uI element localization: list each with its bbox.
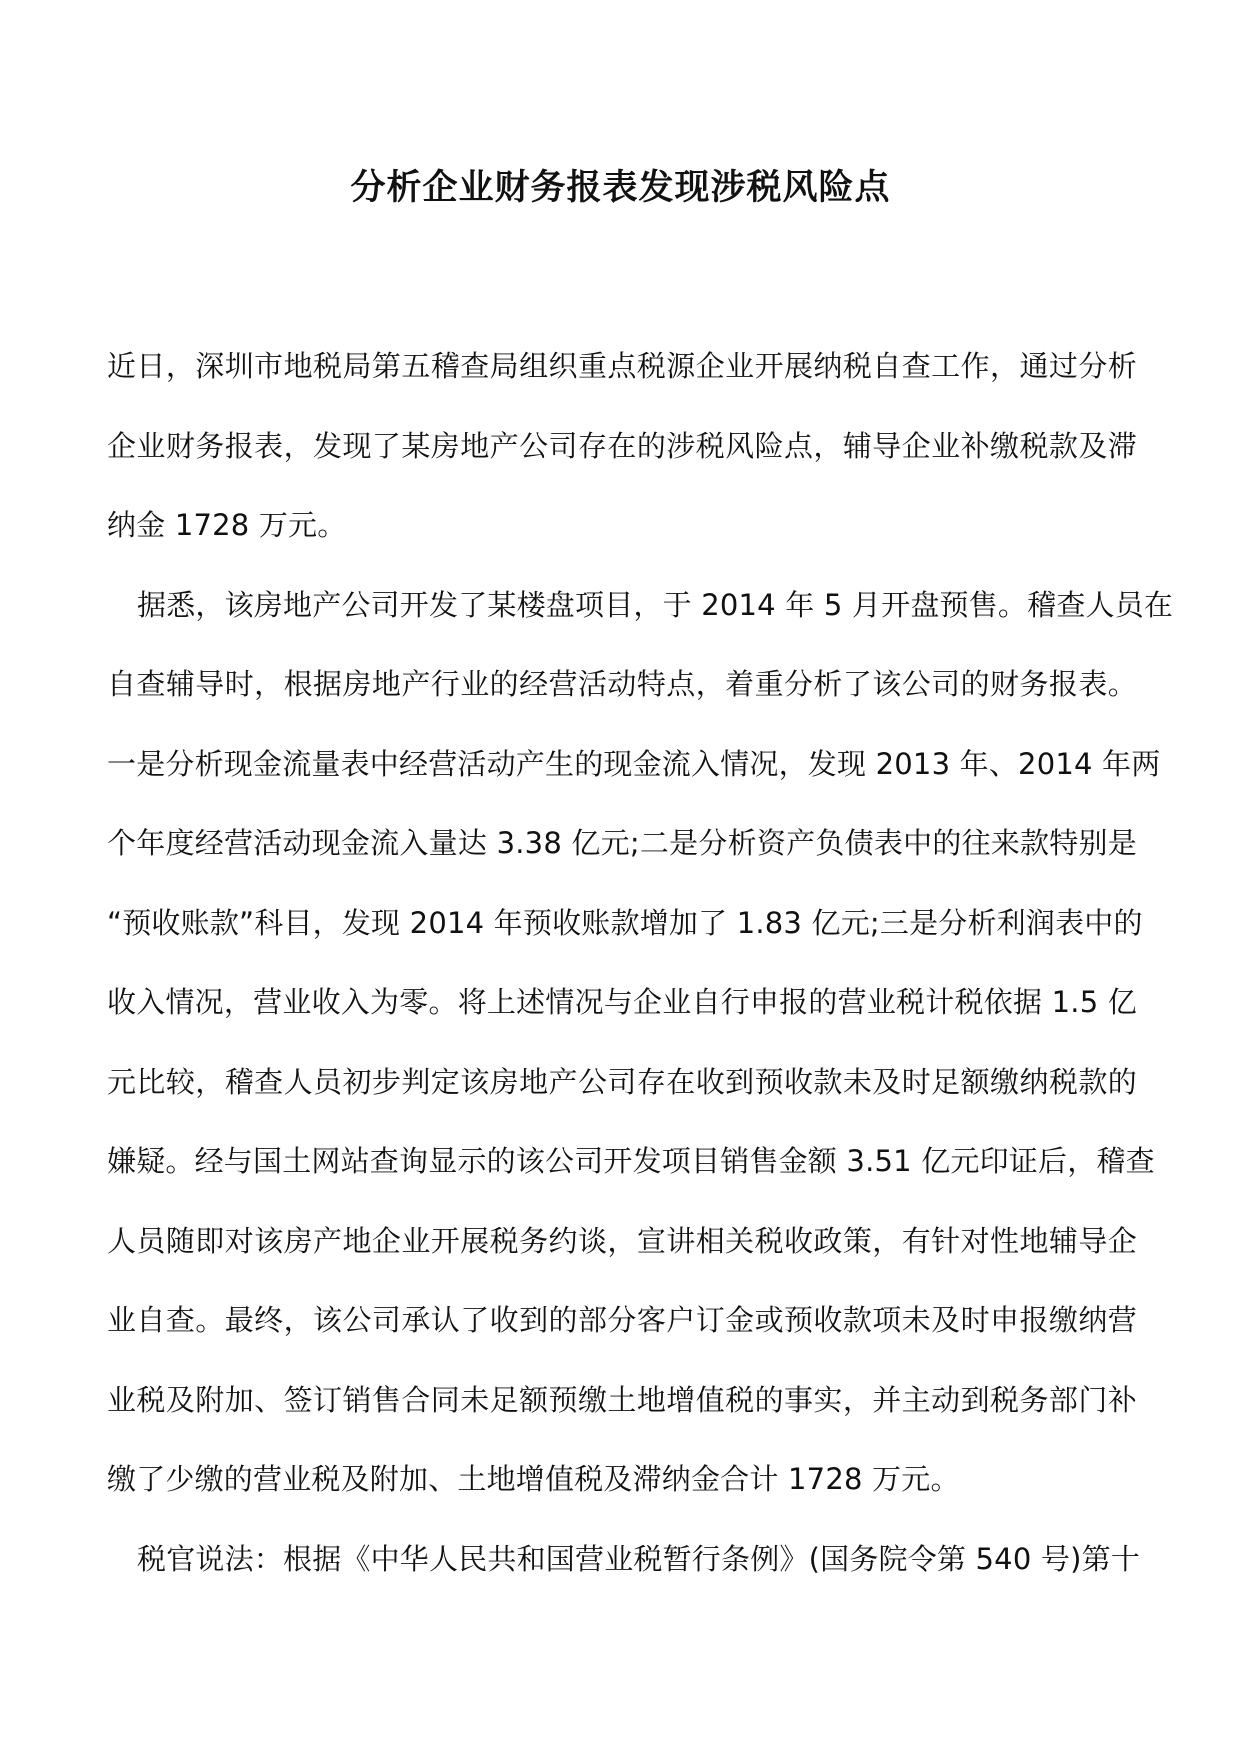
text-line: 纳金 1728 万元。 [107,508,347,542]
text-line: 业自查。最终，该公司承认了收到的部分客户订金或预收款项未及时申报缴纳营 [107,1303,1137,1337]
text-line: 近日，深圳市地税局第五稽查局组织重点税源企业开展纳税自查工作，通过分析 [107,349,1137,383]
text-line: 元比较，稽查人员初步判定该房地产公司存在收到预收款未及时足额缴纳税款的 [107,1064,1137,1099]
text-line: 业税及附加、签订销售合同未足额预缴土地增值税的事实，并主动到税务部门补 [107,1382,1137,1417]
text-line: 人员随即对该房产地企业开展税务约谈，宣讲相关税收政策，有针对性地辅导企 [107,1223,1137,1258]
text-line: 据悉，该房地产公司开发了某楼盘项目，于 2014 年 5 月开盘预售。稽查人员在 [137,587,1174,622]
text-line: “预收账款”科目，发现 2014 年预收账款增加了 1.83 亿元;三是分析利润表中的 [107,905,1143,940]
text-line: 个年度经营活动现金流入量达 3.38 亿元;二是分析资产负债表中的往来款特别是 [107,826,1137,860]
text-line: 收入情况，营业收入为零。将上述情况与企业自行申报的营业税计税依据 1.5 亿 [107,985,1137,1019]
document-title: 分析企业财务报表发现涉税风险点 [350,167,891,208]
text-line: 自查辅导时，根据房地产行业的经营活动特点，着重分析了该公司的财务报表。 [107,667,1137,701]
text-line: 一是分析现金流量表中经营活动产生的现金流入情况，发现 2013 年、2014 年两 [107,746,1161,781]
text-line: 缴了少缴的营业税及附加、土地增值税及滞纳金合计 1728 万元。 [107,1462,960,1496]
document-body [107,346,1174,1618]
text-line: 嫌疑。经与国土网站查询显示的该公司开发项目销售金额 3.51 亿元印证后，稽查 [107,1144,1155,1178]
text-line: 企业财务报表，发现了某房地产公司存在的涉税风险点，辅导企业补缴税款及滞 [107,428,1137,463]
text-line: 税官说法：根据《中华人民共和国营业税暂行条例》(国务院令第 540 号)第十 [137,1541,1141,1576]
